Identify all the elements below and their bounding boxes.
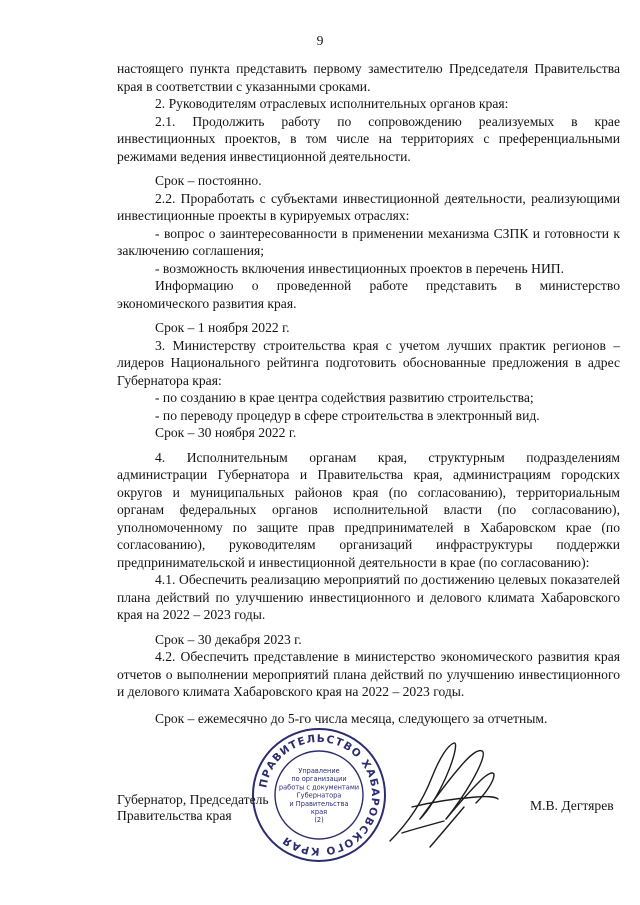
paragraph: - возможность включения инвестиционных проектов в перечень НИП. [155, 260, 564, 276]
paragraph: 2. Руководителям отраслевых исполнительных органов края: [155, 96, 509, 111]
paragraph: - вопрос о заинтересованности в применении механизма СЗПК и готовности к заключению соглашения; [117, 225, 620, 258]
seal-ring-text: ПРАВИТЕЛЬСТВО ХАБАРОВСКОГО КРАЯ [257, 732, 382, 858]
paragraph: 4.1. Обеспечить реализацию мероприятий по достижению целевых показателей плана действий по улучшению инвестиционного и делового климата Хабаровского края на 2022 – 2023 годы. [117, 572, 620, 622]
paragraph: настоящего пункта представить первому заместителю Председателя Правительства края в соответствии с указанными сроками. [117, 61, 620, 94]
seal-inner-line: по организации [291, 775, 347, 784]
paragraph: Срок – 30 ноября 2022 г. [155, 425, 297, 440]
paragraph: Срок – 1 ноября 2022 г. [155, 320, 290, 335]
paragraph: - по созданию в крае центра содействия развитию строительства; [155, 390, 534, 405]
signatory-position [117, 792, 269, 824]
paragraph: 3. Министерству строительства края с учетом лучших практик регионов – лидеров Национального рейтинга подготовить обоснованные предложения в адрес Губернатора края: [117, 337, 620, 388]
paragraph: 2.1. Продолжить работу по сопровождению реализуемых в крае инвестиционных проектов, в том числе на территориях с преференциальными режимами ведения инвестиционной деятельности. [117, 113, 620, 164]
paragraph: Информацию о проведенной работе представить в министерство экономического развития края. [117, 278, 620, 311]
signatory-position-line2: Правительства края [117, 808, 232, 823]
paragraph: 4.2. Обеспечить представление в министерство экономического развития края отчетов о выполнении мероприятий плана действий по улучшению инвестиционного и делового климата Хабаровского края на 2022 – 2023 годы. [117, 649, 620, 699]
signatory-position-line1: Губернатор, Председатель [117, 792, 269, 807]
seal-inner-line: Управление [298, 767, 340, 775]
paragraph: Срок – постоянно. [155, 173, 262, 188]
document-body [117, 60, 620, 727]
seal-inner-line: (2) [314, 816, 324, 825]
seal-inner-line: края [310, 808, 328, 816]
seal-inner-line: работы с документами [278, 783, 360, 792]
paragraph: Срок – 30 декабря 2023 г. [155, 631, 302, 647]
official-seal [251, 727, 387, 863]
paragraph: Срок – ежемесячно до 5-го числа месяца, следующего за отчетным. [155, 710, 548, 726]
signatory-name: М.В. Дегтярев [530, 798, 614, 813]
handwritten-signature [384, 737, 502, 857]
paragraph: - по переводу процедур в сфере строительства в электронный вид. [155, 407, 540, 423]
seal-inner-line: и Правительства [289, 799, 349, 808]
paragraph: 2.2. Проработать с субъектами инвестиционной деятельности, реализующими инвестиционные проекты в курируемых отраслях: [117, 190, 620, 223]
paragraph: 4. Исполнительным органам края, структурным подразделениям администрации Губернатора и Правительства края, администрациям городских округов и муниципальных районов края (по согласованию), территориальным органам федеральных органов исполнительной власти (по согласованию), уполномоченному по защите прав предпринимателей в Хабаровском крае (по согласованию), руководителям организаций инфраструктуры поддержки предпринимательской и инвестиционной деятельности в крае (по согласованию): [117, 449, 620, 570]
seal-inner-line: Губернатора [296, 791, 342, 800]
page-number: 9 [316, 33, 324, 48]
